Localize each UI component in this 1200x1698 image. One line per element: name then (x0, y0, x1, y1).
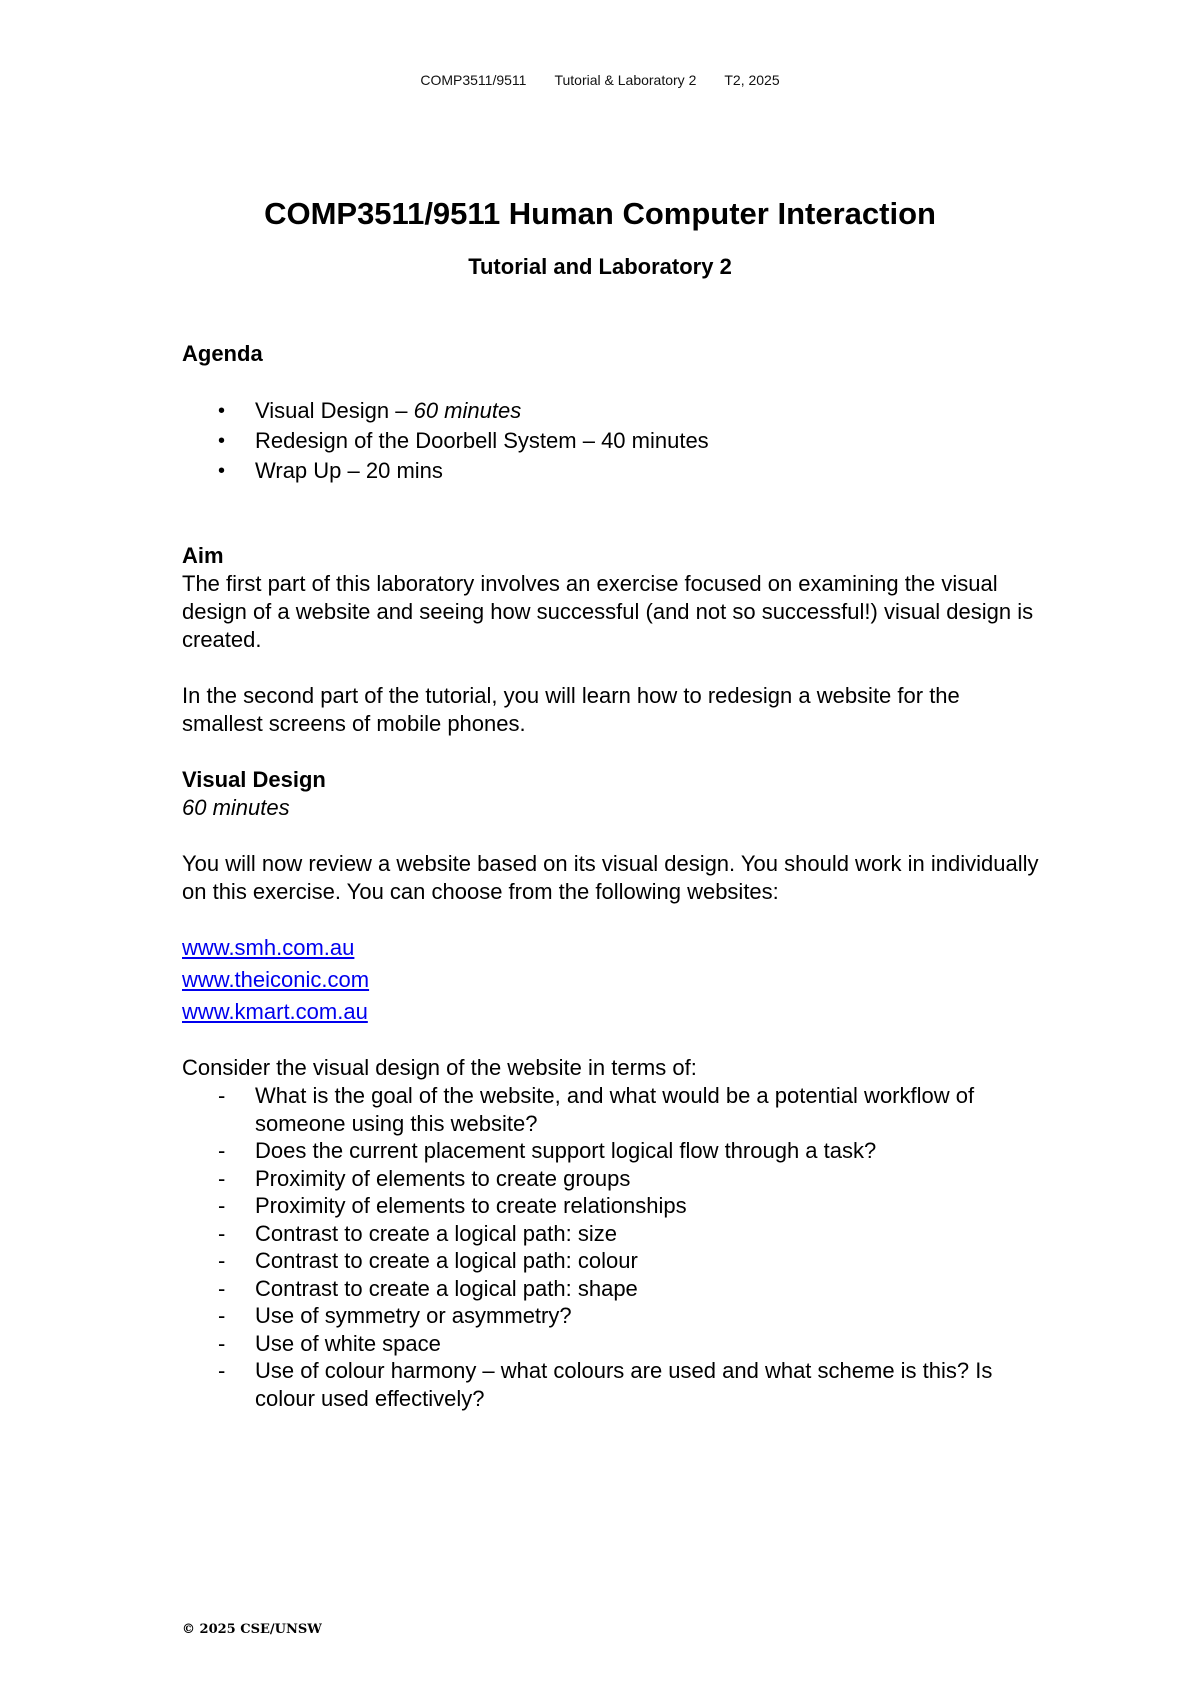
agenda-item: • Wrap Up – 20 mins (182, 456, 1042, 486)
footer-copyright: © 2025 CSE/UNSW (182, 1622, 322, 1637)
running-header (0, 72, 1200, 88)
link-theiconic[interactable]: www.theiconic.com (182, 967, 370, 992)
consider-intro: Consider the visual design of the website in terms of: (182, 1055, 697, 1080)
criteria-item: - Use of white space (218, 1330, 441, 1356)
agenda-item: • Visual Design – 60 minutes (182, 396, 1042, 426)
visual-design-heading: Visual Design (182, 767, 326, 792)
header-term: T2, 2025 (724, 72, 780, 88)
link-kmart[interactable]: www.kmart.com.au (182, 999, 368, 1024)
agenda-heading: Agenda (182, 341, 263, 366)
page-subtitle: Tutorial and Laboratory 2 (468, 254, 732, 279)
criteria-item: - Use of symmetry or asymmetry? (218, 1303, 572, 1328)
visual-design-intro: You will now review a website based on its visual design. You should work in individually on this exercise. You can choose from the following websites: (182, 851, 1039, 904)
criteria-list (182, 1082, 1042, 1412)
criteria-item: - What is the goal of the website, and what would be a potential workflow of someone using this website? (218, 1083, 975, 1136)
website-links (182, 932, 1042, 1028)
bullet-icon: • (218, 460, 226, 482)
link-smh[interactable]: www.smh.com.au (182, 935, 355, 960)
agenda-item: • Redesign of the Doorbell System – 40 minutes (182, 426, 1042, 456)
header-course: COMP3511/9511 (420, 72, 527, 88)
criteria-item: - Contrast to create a logical path: colour (218, 1248, 638, 1273)
main-content (182, 340, 1042, 1412)
agenda-list (182, 396, 1042, 486)
criteria-item: - Proximity of elements to create groups (218, 1165, 631, 1191)
aim-paragraph-1: The first part of this laboratory involves an exercise focused on examining the visual design of a website and seeing how successful (and not so successful!) visual design is created. (182, 571, 1034, 652)
criteria-item: - Use of colour harmony – what colours are used and what scheme is this? Is colour used effectively? (218, 1358, 993, 1411)
criteria-item: - Proximity of elements to create relationships (218, 1193, 687, 1218)
bullet-icon: • (218, 400, 226, 422)
page-title: COMP3511/9511 Human Computer Interaction (264, 196, 936, 231)
criteria-item: - Contrast to create a logical path: shape (218, 1275, 638, 1301)
header-doc: Tutorial & Laboratory 2 (554, 72, 697, 88)
aim-paragraph-2: In the second part of the tutorial, you will learn how to redesign a website for the smallest screens of mobile phones. (182, 683, 960, 736)
aim-heading: Aim (182, 543, 224, 568)
criteria-item: - Does the current placement support logical flow through a task? (218, 1138, 877, 1163)
criteria-item: - Contrast to create a logical path: size (218, 1220, 617, 1246)
bullet-icon: • (218, 430, 226, 452)
visual-design-duration: 60 minutes (182, 795, 290, 820)
